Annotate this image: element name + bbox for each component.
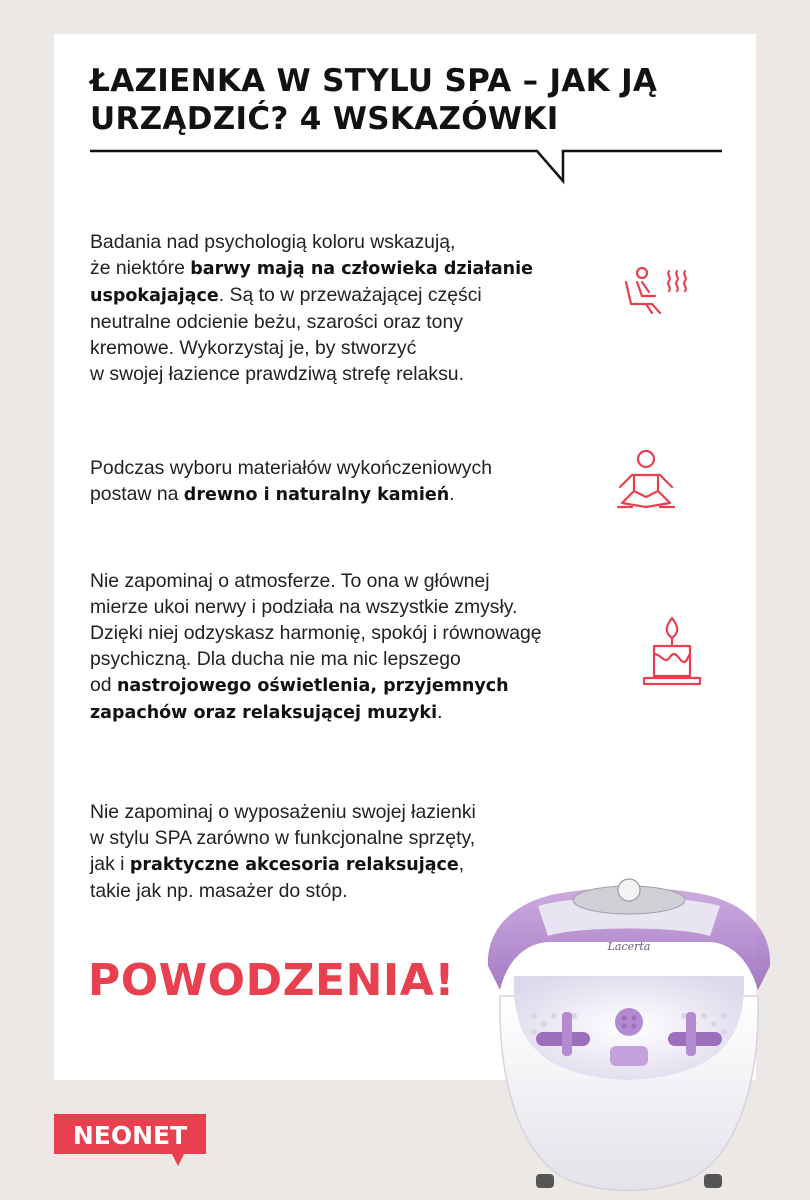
tip-line: w stylu SPA zarówno w funkcjonalne sprzęty, (90, 827, 476, 849)
title-line-2: URZĄDZIĆ? 4 WSKAZÓWKI (90, 101, 559, 137)
tip-line: uspokajające. Są to w przeważającej części (90, 284, 482, 306)
tip-line: kremowe. Wykorzystaj je, by stworzyć (90, 337, 417, 359)
title-line-1: ŁAZIENKA W STYLU SPA – JAK JĄ (90, 63, 658, 99)
foot-massager-image (478, 856, 778, 1200)
tip-line: jak i praktyczne akcesoria relaksujące, (90, 853, 465, 875)
candle-icon (640, 614, 704, 690)
meditation-icon (612, 447, 680, 515)
tip-line: że niektóre barwy mają na człowieka działanie (90, 257, 533, 279)
tip-line: Nie zapominaj o wyposażeniu swojej łazienki (90, 801, 476, 823)
tip-line: od nastrojowego oświetlenia, przyjemnych (90, 674, 509, 696)
tip-line: Podczas wyboru materiałów wykończeniowych (90, 457, 492, 479)
highlight: uspokajające (90, 286, 219, 306)
tip-line: Dzięki niej odzyskasz harmonię, spokój i równowagę (90, 622, 542, 644)
highlight: zapachów oraz relaksującej muzyki (90, 703, 438, 723)
tip-line: Nie zapominaj o atmosferze. To ona w głównej (90, 570, 490, 592)
tip-line: w swojej łazience prawdziwą strefę relaksu. (90, 363, 464, 385)
tip-3-text (90, 568, 590, 726)
tip-line: neutralne odcienie beżu, szarości oraz tony (90, 311, 463, 333)
speech-bubble-underline (0, 0, 810, 200)
product-label: Lacerta (607, 940, 651, 953)
closing-message: POWODZENIA! (88, 955, 455, 1006)
tip-line: takie jak np. masażer do stóp. (90, 880, 348, 902)
highlight: nastrojowego oświetlenia, przyjemnych (116, 676, 509, 696)
highlight: praktyczne akcesoria relaksujące (129, 855, 459, 875)
sauna-relax-icon (616, 266, 692, 316)
tip-2-text (90, 455, 590, 508)
tip-1-text (90, 229, 590, 387)
highlight: barwy mają na człowieka działanie (190, 259, 533, 279)
tip-line: mierze ukoi nerwy i podziała na wszystkie zmysły. (90, 596, 518, 618)
neonet-logo (54, 1114, 210, 1170)
tip-line: postaw na drewno i naturalny kamień. (90, 483, 455, 505)
tip-line: zapachów oraz relaksującej muzyki. (90, 701, 443, 723)
brand-name: NEONET (72, 1121, 188, 1150)
tip-line: psychiczną. Dla ducha nie ma nic lepszego (90, 648, 461, 670)
tip-line: Badania nad psychologią koloru wskazują, (90, 231, 456, 253)
highlight: drewno i naturalny kamień (183, 485, 450, 505)
